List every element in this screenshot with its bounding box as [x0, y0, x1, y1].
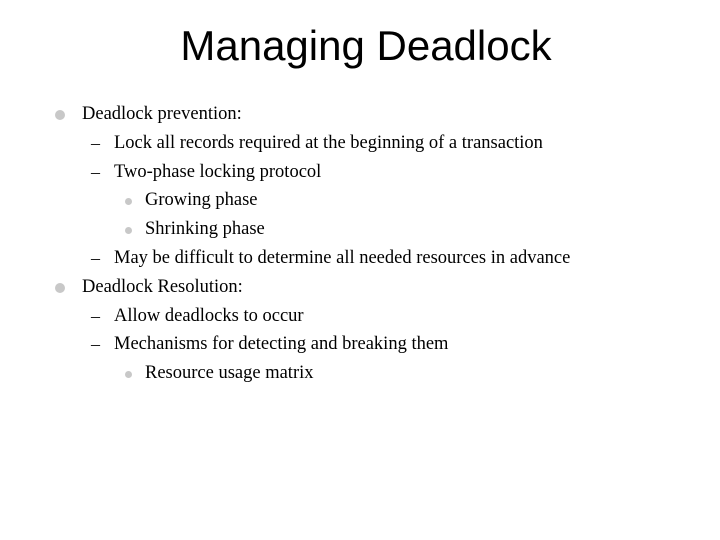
bullet-text: Mechanisms for detecting and breaking them: [114, 334, 449, 355]
bullet-item: [0, 129, 720, 158]
bullet-item: [0, 302, 720, 331]
dash-icon: –: [91, 247, 100, 268]
bullet-list: [0, 100, 720, 388]
bullet-text: Deadlock prevention:: [82, 104, 242, 124]
bullet-item: [0, 244, 720, 273]
dash-icon: –: [91, 334, 100, 355]
bullet-text: Allow deadlocks to occur: [114, 305, 304, 326]
slide-title: Managing Deadlock: [180, 22, 552, 69]
bullet-dot-icon: [125, 198, 132, 205]
bullet-dot-icon: [125, 227, 132, 234]
bullet-item: [0, 330, 720, 359]
bullet-item: [0, 100, 720, 129]
bullet-text: Resource usage matrix: [145, 363, 314, 384]
bullet-dot-icon: [125, 371, 132, 378]
bullet-dot-icon: [55, 110, 65, 120]
bullet-item: [0, 158, 720, 187]
bullet-dot-icon: [55, 283, 65, 293]
bullet-item: [0, 273, 720, 302]
bullet-text: May be difficult to determine all needed resources in advance: [114, 247, 571, 268]
dash-icon: –: [91, 161, 100, 182]
bullet-text: Lock all records required at the beginning of a transaction: [114, 132, 543, 153]
bullet-text: Shrinking phase: [145, 219, 265, 240]
bullet-text: Growing phase: [145, 190, 258, 211]
dash-icon: –: [91, 305, 100, 326]
bullet-item: [0, 215, 720, 244]
bullet-item: [0, 359, 720, 388]
dash-icon: –: [91, 132, 100, 153]
bullet-item: [0, 186, 720, 215]
bullet-text: Two-phase locking protocol: [114, 161, 322, 182]
bullet-text: Deadlock Resolution:: [82, 276, 243, 297]
